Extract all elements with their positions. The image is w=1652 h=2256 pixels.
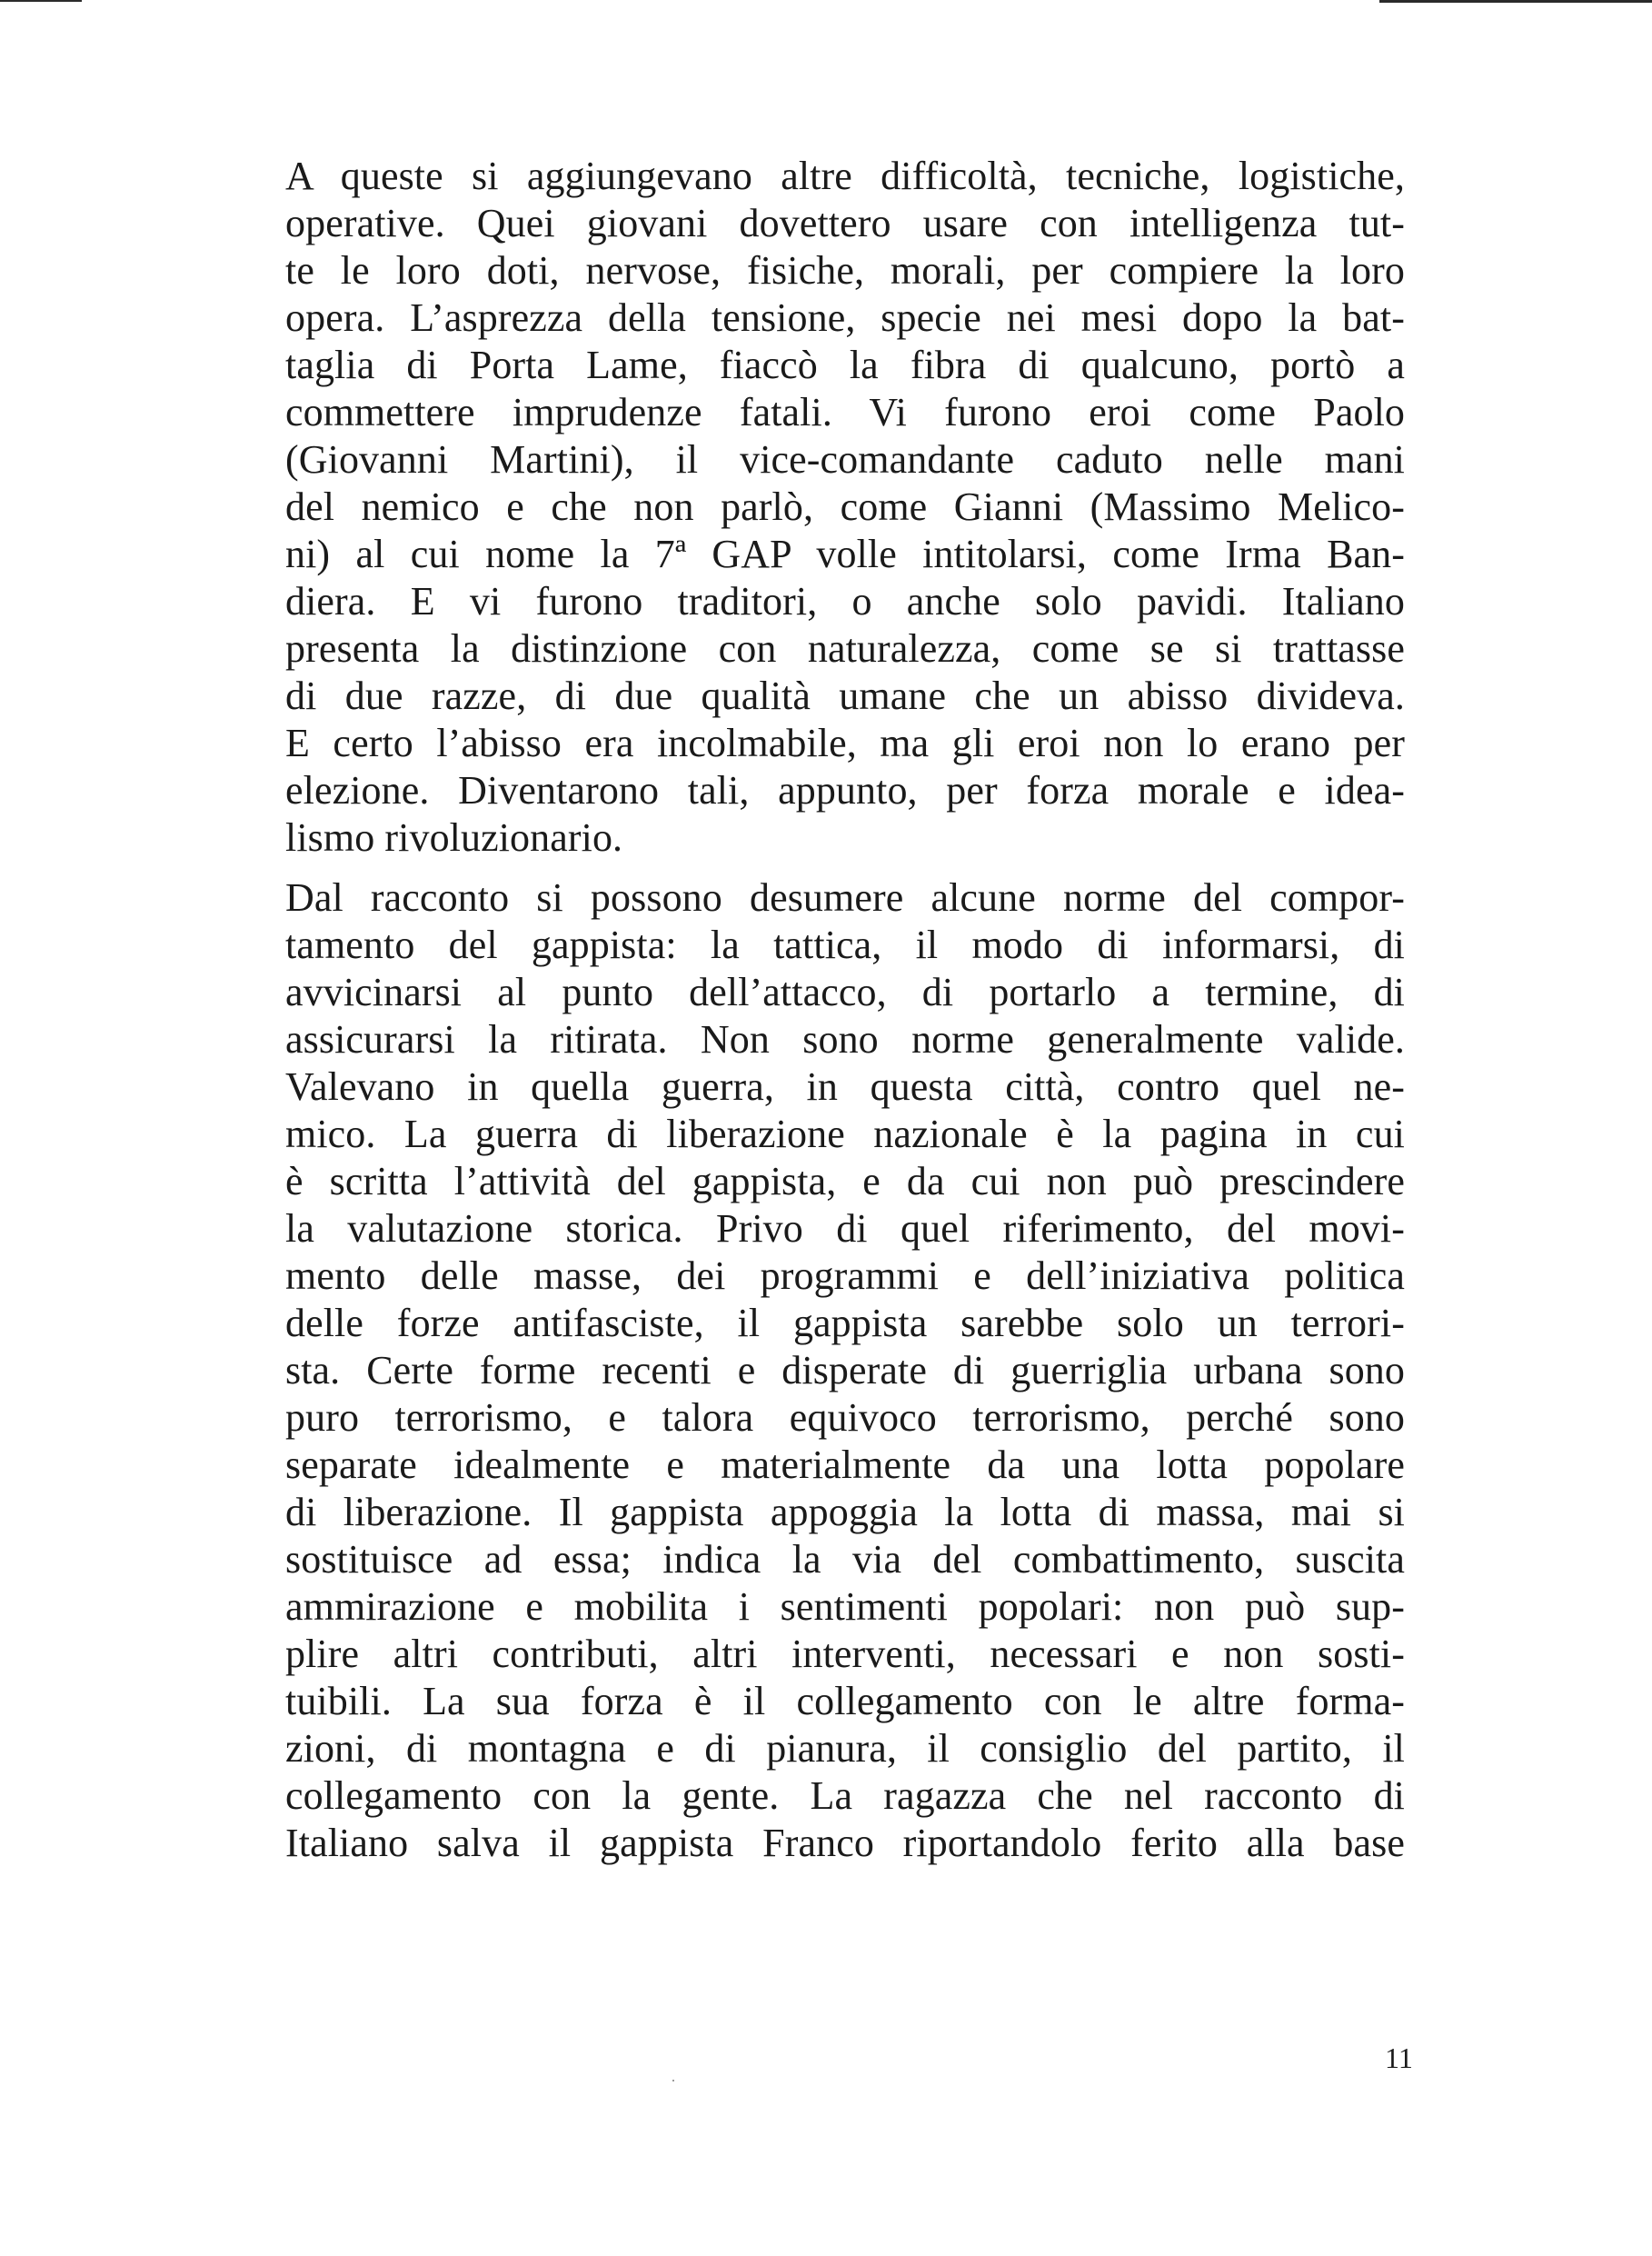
- text-line: diera. E vi furono traditori, o anche solo pavidi. Italiano: [285, 579, 1405, 624]
- text-line: collegamento con la gente. La ragazza che nel racconto di: [285, 1773, 1405, 1818]
- paragraph-1: [285, 153, 1405, 862]
- scan-edge-right: [1379, 0, 1652, 3]
- text-line: A queste si aggiungevano altre difficoltà, tecniche, logistiche,: [285, 154, 1405, 198]
- paragraph-gap: [285, 862, 1405, 874]
- text-line: (Giovanni Martini), il vice-comandante caduto nelle mani: [285, 437, 1405, 482]
- text-line: te le loro doti, nervose, fisiche, morali, per compiere la loro: [285, 248, 1405, 293]
- text-line: opera. L’asprezza della tensione, specie nei mesi dopo la bat-: [285, 295, 1405, 340]
- text-line: taglia di Porta Lame, fiaccò la fibra di qualcuno, portò a: [285, 343, 1405, 387]
- text-line: commettere imprudenze fatali. Vi furono eroi come Paolo: [285, 390, 1405, 434]
- text-line: elezione. Diventarono tali, appunto, per forza morale e idea-: [285, 768, 1405, 813]
- text-line: assicurarsi la ritirata. Non sono norme generalmente valide.: [285, 1017, 1405, 1062]
- text-line: è scritta l’attività del gappista, e da cui non può prescindere: [285, 1159, 1405, 1203]
- text-line: ni) al cui nome la 7ª GAP volle intitolarsi, come Irma Ban-: [285, 532, 1405, 576]
- text-line: mento delle masse, dei programmi e dell’iniziativa politica: [285, 1253, 1405, 1298]
- text-line: tuibili. La sua forza è il collegamento con le altre forma-: [285, 1679, 1405, 1723]
- text-line: di liberazione. Il gappista appoggia la lotta di massa, mai si: [285, 1490, 1405, 1534]
- page-number: 11: [1385, 2041, 1413, 2074]
- text-line: E certo l’abisso era incolmabile, ma gli eroi non lo erano per: [285, 721, 1405, 765]
- text-line: tamento del gappista: la tattica, il modo di informarsi, di: [285, 923, 1405, 967]
- text-line: plire altri contributi, altri interventi, necessari e non sosti-: [285, 1632, 1405, 1676]
- text-line: del nemico e che non parlò, come Gianni (Massimo Melico-: [285, 484, 1405, 529]
- text-line: avvicinarsi al punto dell’attacco, di portarlo a termine, di: [285, 970, 1405, 1014]
- text-line: Valevano in quella guerra, in questa città, contro quel ne-: [285, 1064, 1405, 1109]
- text-line: puro terrorismo, e talora equivoco terrorismo, perché sono: [285, 1395, 1405, 1440]
- text-line: zioni, di montagna e di pianura, il consiglio del partito, il: [285, 1726, 1405, 1771]
- text-line: separate idealmente e materialmente da una lotta popolare: [285, 1442, 1405, 1487]
- text-line: presenta la distinzione con naturalezza, come se si trattasse: [285, 626, 1405, 671]
- text-line: Italiano salva il gappista Franco riportandolo ferito alla base: [285, 1821, 1405, 1865]
- text-line: delle forze antifasciste, il gappista sarebbe solo un terrori-: [285, 1301, 1405, 1345]
- text-line: lismo rivoluzionario.: [285, 815, 623, 860]
- scan-edge-left: [0, 0, 82, 2]
- text-line: sta. Certe forme recenti e disperate di guerriglia urbana sono: [285, 1348, 1405, 1393]
- text-line: ammirazione e mobilita i sentimenti popolari: non può sup-: [285, 1584, 1405, 1629]
- text-line: Dal racconto si possono desumere alcune norme del compor-: [285, 875, 1405, 920]
- paragraph-2: [285, 874, 1405, 1867]
- text-line: la valutazione storica. Privo di quel riferimento, del movi-: [285, 1206, 1405, 1251]
- text-line: sostituisce ad essa; indica la via del combattimento, suscita: [285, 1537, 1405, 1582]
- text-line: di due razze, di due qualità umane che un abisso divideva.: [285, 674, 1405, 718]
- scan-speck: [672, 2080, 674, 2081]
- body-text: [285, 153, 1405, 1867]
- text-line: mico. La guerra di liberazione nazionale è la pagina in cui: [285, 1112, 1405, 1156]
- text-line: operative. Quei giovani dovettero usare con intelligenza tut-: [285, 201, 1405, 245]
